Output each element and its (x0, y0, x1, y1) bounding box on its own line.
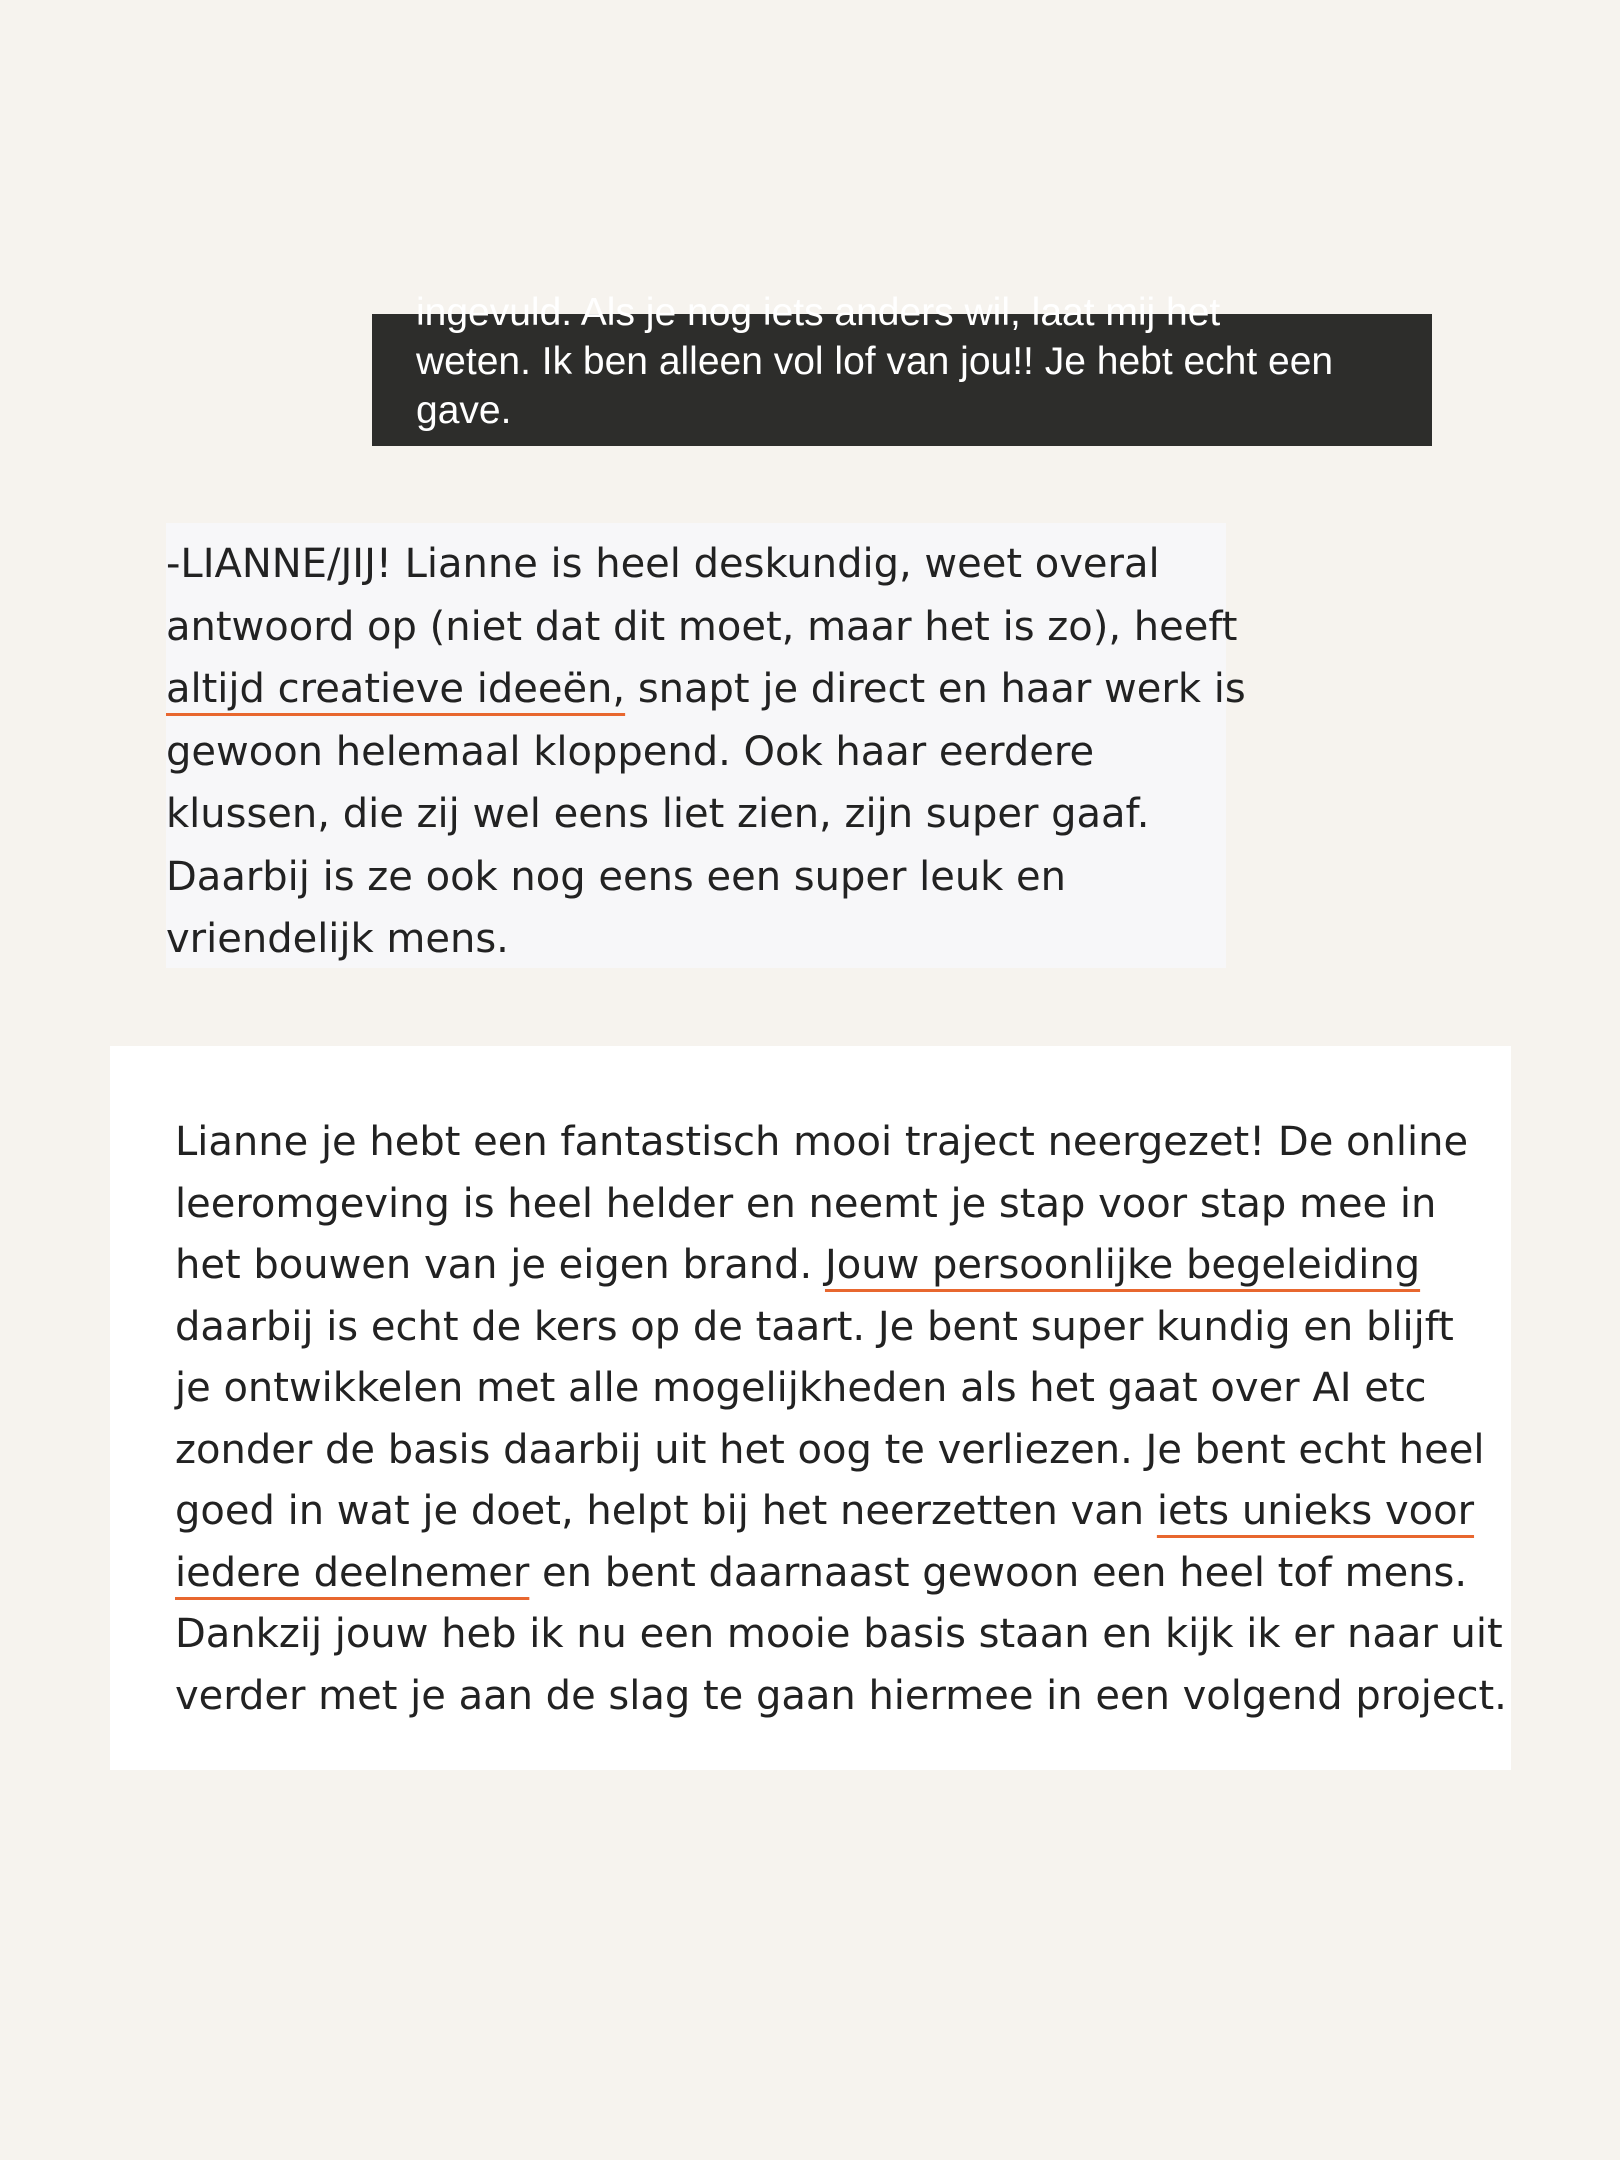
text-line: -LIANNE/JIJ! Lianne is heel deskundig, weet overal (166, 541, 1160, 587)
testimonial-card-light (166, 523, 1246, 968)
testimonial-text (166, 533, 1246, 971)
highlighted-phrase: Jouw persoonlijke begeleiding (824, 1242, 1421, 1288)
text-line (175, 1481, 1507, 1543)
text-line: gave. (416, 389, 512, 432)
text-line: Daarbij is ze ook nog eens een super leuk en (166, 853, 1067, 900)
text-line (175, 1235, 1507, 1297)
text-line: antwoord op (niet dat dit moet, maar het is zo), heeft (166, 603, 1238, 650)
text-line: ingevuld. Als je nog iets anders wil, laat mij het (416, 291, 1221, 334)
text-segment: goed in wat je doet, helpt bij het neerzetten van (175, 1488, 1157, 1534)
text-line: zonder de basis daarbij uit het oog te verliezen. Je bent echt heel (175, 1426, 1485, 1473)
text-line: klussen, die zij wel eens liet zien, zijn super gaaf. (166, 791, 1150, 837)
text-line: vriendelijk mens. (166, 916, 509, 962)
text-line: Lianne je hebt een fantastisch mooi traject neergezet! De online (175, 1119, 1469, 1165)
highlighted-phrase: iedere deelnemer (175, 1549, 530, 1596)
text-segment: het bouwen van je eigen brand. (175, 1242, 825, 1288)
testimonial-card-white (110, 1046, 1511, 1770)
text-line: leeromgeving is heel helder en neemt je stap voor stap mee in (175, 1180, 1437, 1227)
text-line: daarbij is echt de kers op de taart. Je bent super kundig en blijft (175, 1303, 1454, 1350)
text-segment: en bent daarnaast gewoon een heel tof mens. (529, 1549, 1468, 1596)
testimonial-card-dark (372, 291, 1432, 446)
text-segment: snapt je direct en haar werk is (625, 666, 1246, 712)
text-line: gewoon helemaal kloppend. Ook haar eerdere (166, 728, 1095, 775)
highlighted-phrase: altijd creatieve ideeën, (166, 666, 626, 712)
text-line: Dankzij jouw heb ik nu een mooie basis staan en kijk ik er naar uit (175, 1611, 1503, 1657)
text-line: verder met je aan de slag te gaan hiermee in een volgend project. (175, 1672, 1507, 1719)
testimonial-text (175, 1112, 1507, 1727)
text-line (175, 1543, 1507, 1605)
text-line: weten. Ik ben alleen vol lof van jou!! Je hebt echt een (416, 340, 1334, 383)
text-line: je ontwikkelen met alle mogelijkheden als het gaat over AI etc (175, 1365, 1427, 1411)
testimonial-text (416, 288, 1416, 435)
text-line (166, 658, 1246, 721)
highlighted-phrase: iets unieks voor (1156, 1488, 1475, 1534)
